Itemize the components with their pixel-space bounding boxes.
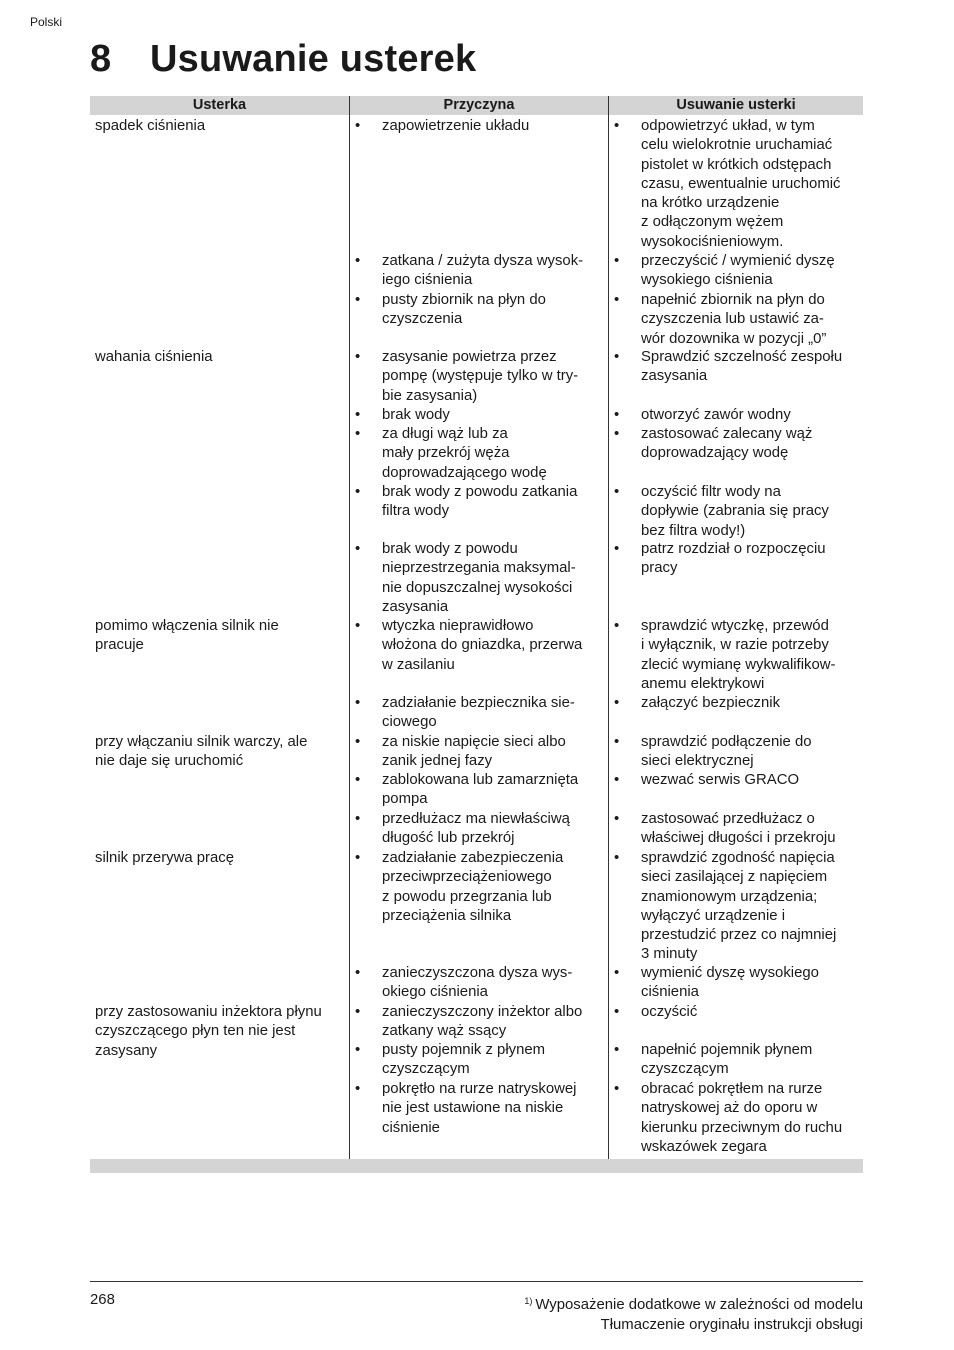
remedy-item-line: • sprawdzić podłączenie do [641, 734, 812, 750]
remedy-item-line: wór dozownika w pozycji „0” [641, 330, 827, 347]
remedy-item-line: anemu elektrykowi [641, 675, 765, 692]
remedy-item [609, 964, 864, 1003]
remedy-item-line: • zastosować zalecany wąż [641, 426, 813, 442]
remedy-item-line: wyłączyć urządzenie i [641, 907, 785, 924]
cause-item [350, 291, 605, 330]
cause-item-line: • wtyczka nieprawidłowo [382, 618, 534, 634]
remedy-item-line: • sprawdzić zgodność napięcia [641, 850, 835, 866]
cause-item-line: • pusty pojemnik z płynem [382, 1042, 546, 1058]
symptom-cell [95, 733, 307, 772]
remedy-item [609, 252, 864, 291]
cause-item [350, 1003, 605, 1042]
cause-item [350, 694, 605, 733]
symptom-cell-line: pracuje [95, 637, 144, 654]
cause-item-line: z powodu przegrzania lub [382, 888, 552, 905]
cause-item-line: • pusty zbiornik na płyn do [382, 292, 546, 308]
cause-item-line: w zasilaniu [382, 656, 455, 673]
cause-item-line: • pokrętło na rurze natryskowej [382, 1081, 577, 1097]
remedy-item [609, 425, 864, 464]
symptom-cell [95, 117, 205, 136]
symptom-cell-line: pomimo włączenia silnik nie [95, 618, 279, 634]
remedy-item [609, 483, 864, 541]
remedy-item [609, 849, 864, 965]
symptom-cell-line: wahania ciśnienia [95, 349, 213, 365]
remedy-item-line: zasysania [641, 368, 708, 385]
cause-item-line: • brak wody [382, 407, 450, 423]
cause-item-line: włożona do gniazdka, przerwa [382, 637, 583, 654]
cause-column [349, 115, 608, 1159]
symptom-cell-line: nie daje się uruchomić [95, 753, 244, 770]
remedy-item [609, 117, 864, 252]
cause-item-line: nie dopuszczalnej wysokości [382, 579, 573, 596]
remedy-item-line: pracy [641, 560, 678, 577]
remedy-item-line: celu wielokrotnie uruchamiać [641, 137, 833, 154]
remedy-item-line: • otworzyć zawór wodny [641, 407, 791, 423]
cause-item-line: doprowadzającego wodę [382, 464, 547, 481]
remedy-item-line: • sprawdzić wtyczkę, przewód [641, 618, 829, 634]
cause-item-line: czyszczącym [382, 1061, 470, 1078]
cause-item-line: • brak wody z powodu [382, 541, 518, 557]
remedy-item-line: pistolet w krótkich odstępach [641, 156, 832, 173]
cause-item-line: zanik jednej fazy [382, 753, 493, 770]
symptom-cell [95, 348, 213, 367]
cause-item [350, 252, 605, 291]
cause-item-line: czyszczenia [382, 311, 463, 328]
cause-item-line: pompa [382, 791, 428, 808]
remedy-item-line: przestudzić przez co najmniej [641, 927, 837, 944]
remedy-item-line: 3 minuty [641, 946, 698, 963]
column-header-usuwanie: Usuwanie usterki [608, 96, 863, 115]
remedy-item-line: zlecić wymianę wykwalifikow- [641, 656, 836, 673]
remedy-item-line: wysokociśnieniowym. [641, 233, 784, 250]
cause-item-line: • zadziałanie zabezpieczenia [382, 850, 564, 866]
cause-item-line: mały przekrój węża [382, 445, 510, 462]
translation-note: Tłumaczenie oryginału instrukcji obsługi [600, 1316, 863, 1333]
cause-item-line: długość lub przekrój [382, 830, 515, 847]
cause-item [350, 348, 605, 406]
cause-item [350, 540, 605, 617]
remedy-item-line: • odpowietrzyć układ, w tym [641, 118, 815, 134]
remedy-item-line: sieci elektrycznej [641, 753, 754, 770]
symptom-cell-line: przy zastosowaniu inżektora płynu [95, 1004, 322, 1020]
cause-item-line: • zatkana / zużyta dysza wysok- [382, 253, 584, 269]
cause-item-line: ciśnienie [382, 1119, 440, 1136]
cause-item-line: iego ciśnienia [382, 272, 473, 289]
footer-divider [90, 1281, 863, 1282]
remedy-item [609, 1080, 864, 1157]
cause-item-line: • zapowietrzenie układu [382, 118, 530, 134]
section-title: Usuwanie usterek [150, 38, 477, 80]
cause-item-line: pompę (występuje tylko w try- [382, 368, 579, 385]
remedy-item-line: sieci zasilającej z napięciem [641, 869, 828, 886]
remedy-item-line: • załączyć bezpiecznik [641, 695, 781, 711]
remedy-item-line: • napełnić pojemnik płynem [641, 1042, 813, 1058]
remedy-item-line: czyszczenia lub ustawić za- [641, 311, 824, 328]
cause-item [350, 964, 605, 1003]
remedy-item-line: • wezwać serwis GRACO [641, 772, 800, 788]
remedy-item-line: z odłączonym wężem [641, 214, 784, 231]
table-header [90, 96, 863, 115]
remedy-item-line: i wyłącznik, w razie potrzeby [641, 637, 829, 654]
symptom-column [90, 115, 349, 1159]
troubleshooting-table [90, 96, 863, 1173]
symptom-cell [95, 849, 234, 868]
remedy-item-line: znamionowym urządzenia; [641, 888, 818, 905]
footnote-marker: 1) [524, 1296, 533, 1306]
remedy-item-line: • obracać pokrętłem na rurze [641, 1081, 823, 1097]
symptom-cell-line: silnik przerywa pracę [95, 850, 235, 866]
footnote-text: Wyposażenie dodatkowe w zależności od modelu [535, 1297, 863, 1313]
remedy-item [609, 1003, 864, 1022]
remedy-item-line: właściwej długości i przekroju [641, 830, 836, 847]
symptom-cell [95, 617, 279, 656]
remedy-item-line: kierunku przeciwnym do ruchu [641, 1119, 843, 1136]
footer-notes [524, 1292, 863, 1335]
remedy-item-line: • przeczyścić / wymienić dyszę [641, 253, 835, 269]
cause-item-line: zasysania [382, 598, 449, 615]
remedy-item-line: • oczyścić filtr wody na [641, 484, 781, 500]
cause-item-line: bie zasysania) [382, 387, 478, 404]
column-header-usterka: Usterka [192, 97, 247, 113]
symptom-cell-line: przy włączaniu silnik warczy, ale [95, 734, 308, 750]
remedy-item-line: • wymienić dyszę wysokiego [641, 965, 819, 981]
table-body [90, 115, 863, 1159]
remedy-item-line: wskazówek zegara [641, 1138, 767, 1155]
cause-item [350, 810, 605, 849]
remedy-item-line: ciśnienia [641, 984, 699, 1001]
cause-item-line: • zanieczyszczona dysza wys- [382, 965, 573, 981]
remedy-item [609, 348, 864, 387]
cause-item-line: • zasysanie powietrza przez [382, 349, 557, 365]
cause-item-line: nie jest ustawione na niskie [382, 1100, 564, 1117]
column-header-przyczyna: Przyczyna [349, 96, 608, 115]
remedy-item-line: • zastosować przedłużacz o [641, 811, 815, 827]
remedy-item [609, 810, 864, 849]
cause-item-line: nieprzestrzegania maksymal- [382, 560, 576, 577]
symptom-cell-line: spadek ciśnienia [95, 118, 206, 134]
table-footer-band [90, 1159, 863, 1173]
cause-item-line: • zadziałanie bezpiecznika sie- [382, 695, 575, 711]
remedy-item [609, 694, 864, 713]
remedy-item-line: • patrz rozdział o rozpoczęciu [641, 541, 826, 557]
symptom-cell-line: czyszczącego płyn ten nie jest [95, 1023, 296, 1040]
remedy-item [609, 291, 864, 349]
cause-item [350, 483, 605, 522]
cause-item-line: ciowego [382, 714, 437, 731]
symptom-cell-line: zasysany [95, 1042, 158, 1059]
cause-item-line: filtra wody [382, 503, 450, 520]
cause-item [350, 849, 605, 926]
cause-item [350, 1080, 605, 1138]
section-number: 8 [90, 38, 112, 80]
cause-item [350, 117, 605, 136]
cause-item-line: zatkany wąż ssący [382, 1023, 507, 1040]
remedy-item-line: • Sprawdzić szczelność zespołu [641, 349, 843, 365]
remedy-item-line: • napełnić zbiornik na płyn do [641, 292, 825, 308]
cause-item [350, 617, 605, 675]
language-label: Polski [30, 15, 63, 29]
cause-item-line: przeciwprzeciążeniowego [382, 869, 552, 886]
cause-item-line: • zablokowana lub zamarznięta [382, 772, 579, 788]
cause-item-line: • przedłużacz ma niewłaściwą [382, 811, 570, 827]
remedy-item-line: doprowadzający wodę [641, 445, 789, 462]
cause-item [350, 771, 605, 810]
cause-item [350, 733, 605, 772]
cause-item [350, 406, 605, 425]
remedy-item [609, 406, 864, 425]
cause-item-line: • za niskie napięcie sieci albo [382, 734, 566, 750]
remedy-item-line: czasu, ewentualnie uruchomić [641, 175, 841, 192]
remedy-item-line: • oczyścić [641, 1004, 698, 1020]
cause-item-line: • za długi wąż lub za [382, 426, 508, 442]
remedy-item [609, 1041, 864, 1080]
remedy-item-line: bez filtra wody!) [641, 522, 746, 539]
remedy-item-line: wysokiego ciśnienia [641, 272, 773, 289]
footnote [524, 1292, 863, 1316]
remedy-item [609, 617, 864, 694]
remedy-item [609, 733, 864, 772]
cause-item [350, 1041, 605, 1080]
remedy-item-line: natryskowej aż do oporu w [641, 1100, 818, 1117]
remedy-item-line: na krótko urządzenie [641, 195, 780, 212]
symptom-cell [95, 1003, 322, 1061]
cause-item-line: przeciążenia silnika [382, 907, 512, 924]
remedy-item [609, 540, 864, 579]
remedy-item [609, 771, 864, 790]
cause-item [350, 425, 605, 483]
page-number: 268 [90, 1292, 115, 1308]
remedy-column [608, 115, 863, 1159]
cause-item-line: • zanieczyszczony inżektor albo [382, 1004, 583, 1020]
remedy-item-line: czyszczącym [641, 1061, 729, 1078]
cause-item-line: okiego ciśnienia [382, 984, 488, 1001]
cause-item-line: • brak wody z powodu zatkania [382, 484, 578, 500]
page-title [90, 38, 476, 81]
remedy-item-line: dopływie (zabrania się pracy [641, 503, 829, 520]
